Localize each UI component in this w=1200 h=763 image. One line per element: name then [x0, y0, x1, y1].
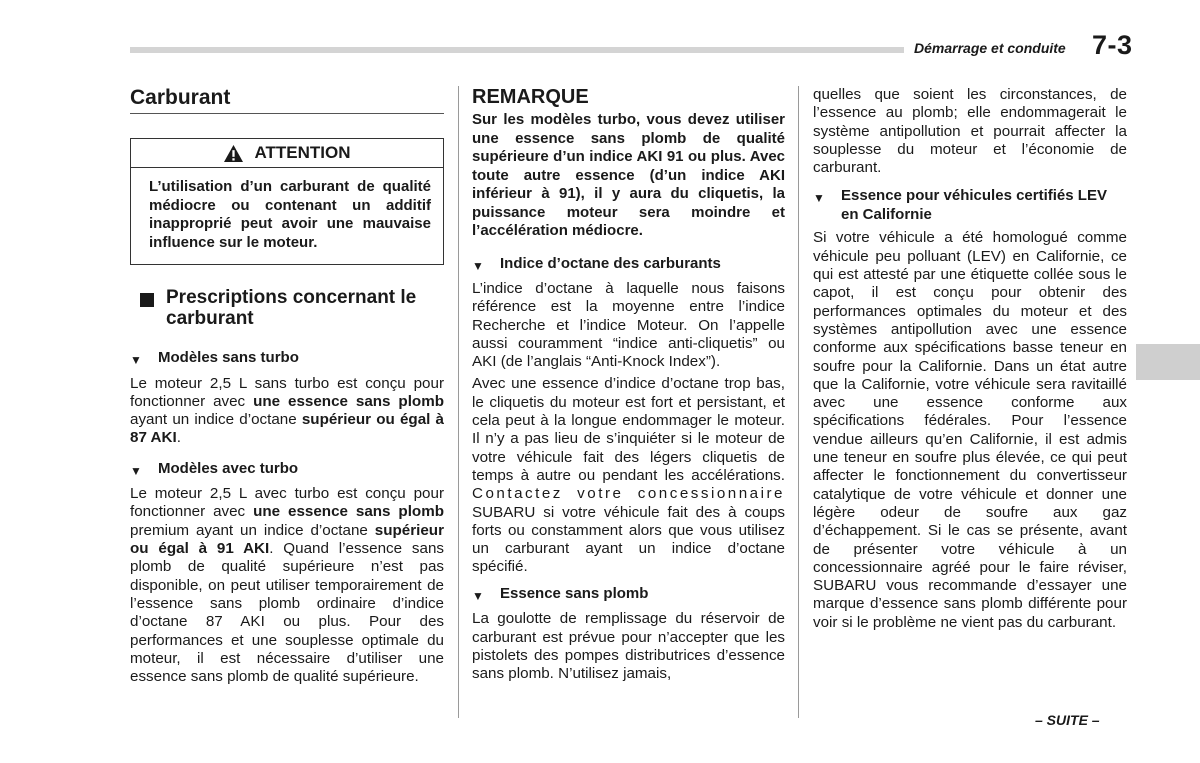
text-run: Le moteur 2,5 L sans turbo est conçu pour fonctionner avec	[130, 374, 444, 410]
paragraph: Si votre véhicule a été homologué comme véhicule peu polluant (LEV) en Californie, ce qui est attesté par une étiquette collée sous le capot, il est conçu pour obtenir des performances optimales du moteur et des systèmes antipollution avec une essence conforme aux spécifications basse teneur en soufre pour la Californie. Dans un état autre que la Californie, votre véhicule sera ravitaillé avec une essence conforme aux spécifications fédérales. Pour l’essence vendue ailleurs qu’en Californie, il est admis une teneur en soufre plus élevée, ce qui peut affecter le fonctionnement du convertisseur catalytique de votre véhicule et donner une légère odeur de soufre aux gaz d’échappement. Si le cas se présente, avant de présenter votre véhicule à un concessionnaire agréé pour le faire réviser, SUBARU vous recommande d’essayer une marque d’essence sans plomb différente pour voir si le problème ne vient pas du carburant.	[813, 229, 1127, 631]
topic-title: Indice d’octane des carburants	[500, 254, 721, 272]
section-title: Carburant	[130, 86, 444, 114]
header-rule	[130, 47, 904, 53]
triangle-bullet-icon: ▼	[130, 353, 142, 367]
remark-title: REMARQUE	[472, 86, 589, 108]
text-run: Contactez votre concessionnaire	[472, 485, 785, 503]
paragraph: L’indice d’octane à laquelle nous faisons référence est la moyenne entre l’indice Recherche et l’indice Moteur. On l’appelle aussi couramment “indice anti-cliquetis” ou AKI (de l’anglais “Anti-Knock Index”).	[472, 280, 785, 371]
text-run-bold: supérieur ou égal à 91 AKI	[130, 521, 444, 558]
topic-title: Essence pour véhicules certifiés LEV en Californie	[841, 187, 1107, 223]
attention-header	[131, 139, 443, 168]
paragraph	[130, 485, 444, 686]
column-divider	[458, 86, 459, 718]
text-run: ayant un indice d’octane	[130, 411, 302, 429]
attention-label: ATTENTION	[254, 143, 351, 162]
triangle-bullet-icon: ▼	[813, 191, 825, 206]
attention-box	[130, 138, 444, 265]
text-run: Le moteur 2,5 L avec turbo est conçu pour fonctionner avec	[130, 485, 444, 521]
topic-heading	[813, 187, 1127, 224]
subsection-heading	[130, 287, 444, 329]
paragraph	[130, 375, 444, 448]
column-1	[130, 86, 444, 690]
column-2	[472, 86, 785, 687]
text-run: . Quand l’essence sans plomb de qualité supérieure n’est pas disponible, on peut utiliser temporairement de l’essence sans plomb ordinaire d’indice d’octane 87 AKI ou plus. Pour des performances et une souplesse optimale du moteur, il est nécessaire d’utiliser une essence sans plomb de qualité supérieure.	[130, 540, 444, 686]
topic-title: Essence sans plomb	[500, 584, 649, 602]
topic-heading	[472, 255, 785, 276]
attention-text: L’utilisation d’un carburant de qualité médiocre ou contenant un additif inapproprié peut avoir une mauvaise influence sur le moteur.	[149, 178, 431, 251]
text-run-bold: une essence sans plomb	[253, 392, 444, 410]
triangle-bullet-icon: ▼	[130, 463, 142, 478]
paragraph: quelles que soient les circonstances, de l’essence au plomb; elle endommagerait le système antipollution et pourrait affecter la souplesse du moteur et l’économie de carburant.	[813, 86, 1127, 177]
page-header-title: Démarrage et conduite	[914, 40, 1066, 56]
warning-triangle-icon	[223, 144, 244, 163]
topic-heading	[472, 585, 785, 606]
triangle-bullet-icon: ▼	[472, 588, 484, 603]
remark-text: Sur les modèles turbo, vous devez utiliser une essence sans plomb de qualité supérieure d’un indice AKI 91 ou plus. Avec toute autre essence (d’un indice AKI inférieur à 91), il y aura du cliquetis, la puissance moteur sera moindre et l’accélération médiocre.	[472, 111, 785, 239]
subsection-title: Prescriptions concernant le carburant	[166, 287, 417, 329]
paragraph: La goulotte de remplissage du réservoir de carburant est prévue pour n’accepter que les pistolets des pompes distributrices d’essence sans plomb. N’utilisez jamais,	[472, 610, 785, 683]
text-run: .	[176, 429, 181, 447]
paragraph	[472, 375, 785, 576]
page-number: 7-3	[1092, 30, 1133, 60]
text-run: SUBARU si votre véhicule fait des à coups forts ou constamment alors que vous utilisez un carburant ayant un indice d’octane spécifié.	[472, 503, 785, 576]
column-3	[813, 86, 1127, 636]
square-bullet-icon	[140, 293, 154, 307]
text-run: premium ayant un indice d’octane	[130, 521, 375, 539]
topic-heading	[130, 460, 444, 481]
topic-heading	[130, 349, 444, 370]
topic-title: Modèles sans turbo	[158, 349, 299, 366]
continue-label: – SUITE –	[1035, 712, 1100, 728]
column-divider	[798, 86, 799, 718]
triangle-bullet-icon: ▼	[472, 258, 484, 273]
text-run: Avec une essence d’indice d’octane trop bas, le cliquetis du moteur est fort et persistant, et cela peut à la longue endommager le moteur. Il n’y a pas lieu de s’inquiéter si le moteur de votre véhicule fait des légers cliquetis de temps à autre ou pendant les accélérations.	[472, 375, 785, 484]
topic-title: Modèles avec turbo	[158, 459, 299, 477]
text-run-bold: supérieur ou égal à 87 AKI	[130, 411, 444, 447]
text-run-bold: une essence sans plomb	[253, 503, 444, 521]
chapter-thumb-tab	[1136, 344, 1200, 380]
